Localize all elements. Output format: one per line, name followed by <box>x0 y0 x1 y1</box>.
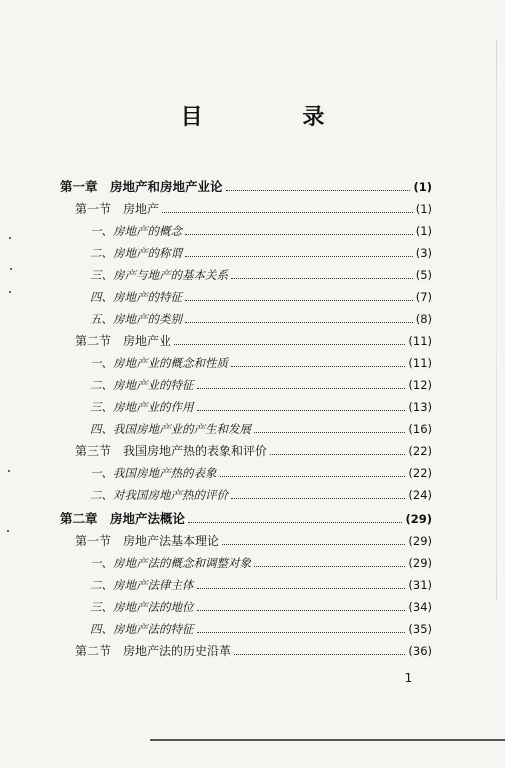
toc-entry-title: 二、对我国房地产热的评价 <box>90 488 228 502</box>
toc-item-entry <box>90 378 432 392</box>
dot-leader <box>231 497 405 499</box>
toc-entry-page: (34) <box>408 600 432 614</box>
toc-entry-title: 三、房产与地产的基本关系 <box>90 268 228 282</box>
toc-entry-page: (29) <box>405 512 432 526</box>
toc-entry-title: 第一节 房地产 <box>75 202 160 216</box>
toc-entry-title: 第二章 房地产法概论 <box>60 511 186 526</box>
toc-item-entry <box>90 556 432 570</box>
toc-item-entry <box>90 224 432 238</box>
bottom-rule <box>150 739 505 741</box>
toc-entry-page: (24) <box>408 488 432 502</box>
toc-entry-page: (29) <box>408 534 432 548</box>
dot-leader <box>188 521 402 523</box>
toc-item-entry <box>90 312 432 326</box>
toc-item-entry <box>90 290 432 304</box>
toc-entry-page: (3) <box>415 246 432 260</box>
toc-item-entry <box>90 246 432 260</box>
toc-entry-title: 一、房地产业的概念和性质 <box>90 356 228 370</box>
toc-item-entry <box>90 422 432 436</box>
toc-entry-page: (22) <box>408 466 432 480</box>
toc-entry-title: 二、房地产法律主体 <box>90 578 194 592</box>
dot-leader <box>254 565 405 567</box>
toc-entry-page: (8) <box>415 312 432 326</box>
scan-speck <box>9 291 11 293</box>
toc-entry-title: 五、房地产的类别 <box>90 312 182 326</box>
toc-item-entry <box>90 600 432 614</box>
toc-entry-title: 二、房地产业的特征 <box>90 378 194 392</box>
toc-entry-page: (22) <box>408 444 432 458</box>
toc-entry-page: (1) <box>415 202 432 216</box>
toc-entry-page: (29) <box>408 556 432 570</box>
toc-entry-title: 三、房地产法的地位 <box>90 600 194 614</box>
scan-speck <box>10 268 12 270</box>
dot-leader <box>185 233 413 235</box>
dot-leader <box>162 211 413 213</box>
dot-leader <box>254 431 405 433</box>
toc-entry-page: (1) <box>415 224 432 238</box>
dot-leader <box>231 277 413 279</box>
toc-item-entry <box>90 622 432 636</box>
dot-leader <box>197 587 406 589</box>
toc-section-entry <box>75 534 432 548</box>
toc-entry-page: (7) <box>415 290 432 304</box>
dot-leader <box>185 255 413 257</box>
toc-entry-title: 第二节 房地产法的历史沿革 <box>75 644 232 658</box>
dot-leader <box>197 609 406 611</box>
page-number: 1 <box>404 671 413 685</box>
dot-leader <box>231 365 405 367</box>
dot-leader <box>185 299 413 301</box>
toc-entry-title: 四、房地产的特征 <box>90 290 182 304</box>
dot-leader <box>197 409 406 411</box>
toc-item-entry <box>90 400 432 414</box>
toc-entry-page: (11) <box>408 334 432 348</box>
toc-entry-page: (1) <box>413 180 432 194</box>
toc-entry-page: (16) <box>408 422 432 436</box>
toc-entry-title: 四、房地产法的特征 <box>90 622 194 636</box>
toc-item-entry <box>90 466 432 480</box>
toc-entry-page: (11) <box>408 356 432 370</box>
scan-speck <box>7 530 9 532</box>
toc-section-entry <box>75 202 432 216</box>
dot-leader <box>220 475 406 477</box>
toc-entry-page: (36) <box>408 644 432 658</box>
scan-speck <box>8 470 10 472</box>
scan-speck <box>9 237 11 239</box>
toc-entry-title: 四、我国房地产业的产生和发展 <box>90 422 251 436</box>
page-title: 目 录 <box>180 105 371 130</box>
dot-leader <box>197 387 406 389</box>
dot-leader <box>226 189 411 191</box>
toc-item-entry <box>90 578 432 592</box>
toc-entry-title: 三、房地产业的作用 <box>90 400 194 414</box>
toc-entry-title: 第一章 房地产和房地产业论 <box>60 179 223 194</box>
toc-entry-page: (35) <box>408 622 432 636</box>
toc-item-entry <box>90 488 432 502</box>
dot-leader <box>222 543 405 545</box>
dot-leader <box>174 343 405 345</box>
toc-section-entry <box>75 444 432 458</box>
dot-leader <box>234 653 405 655</box>
toc-item-entry <box>90 268 432 282</box>
toc-entry-title: 一、房地产的概念 <box>90 224 182 238</box>
dot-leader <box>197 631 406 633</box>
toc-chapter-entry <box>60 512 432 526</box>
toc-entry-title: 第三节 我国房地产热的表象和评价 <box>75 444 268 458</box>
dot-leader <box>185 321 413 323</box>
toc-entry-title: 二、房地产的称谓 <box>90 246 182 260</box>
toc-entry-title: 第二节 房地产业 <box>75 334 172 348</box>
toc-entry-title: 一、我国房地产热的表象 <box>90 466 217 480</box>
toc-entry-page: (12) <box>408 378 432 392</box>
toc-section-entry <box>75 334 432 348</box>
toc-entry-page: (31) <box>408 578 432 592</box>
toc-section-entry <box>75 644 432 658</box>
toc-entry-title: 第一节 房地产法基本理论 <box>75 534 220 548</box>
toc-chapter-entry <box>60 180 432 194</box>
toc-entry-title: 一、房地产法的概念和调整对象 <box>90 556 251 570</box>
dot-leader <box>270 453 405 455</box>
toc-entry-page: (5) <box>415 268 432 282</box>
toc-entry-page: (13) <box>408 400 432 414</box>
toc-item-entry <box>90 356 432 370</box>
